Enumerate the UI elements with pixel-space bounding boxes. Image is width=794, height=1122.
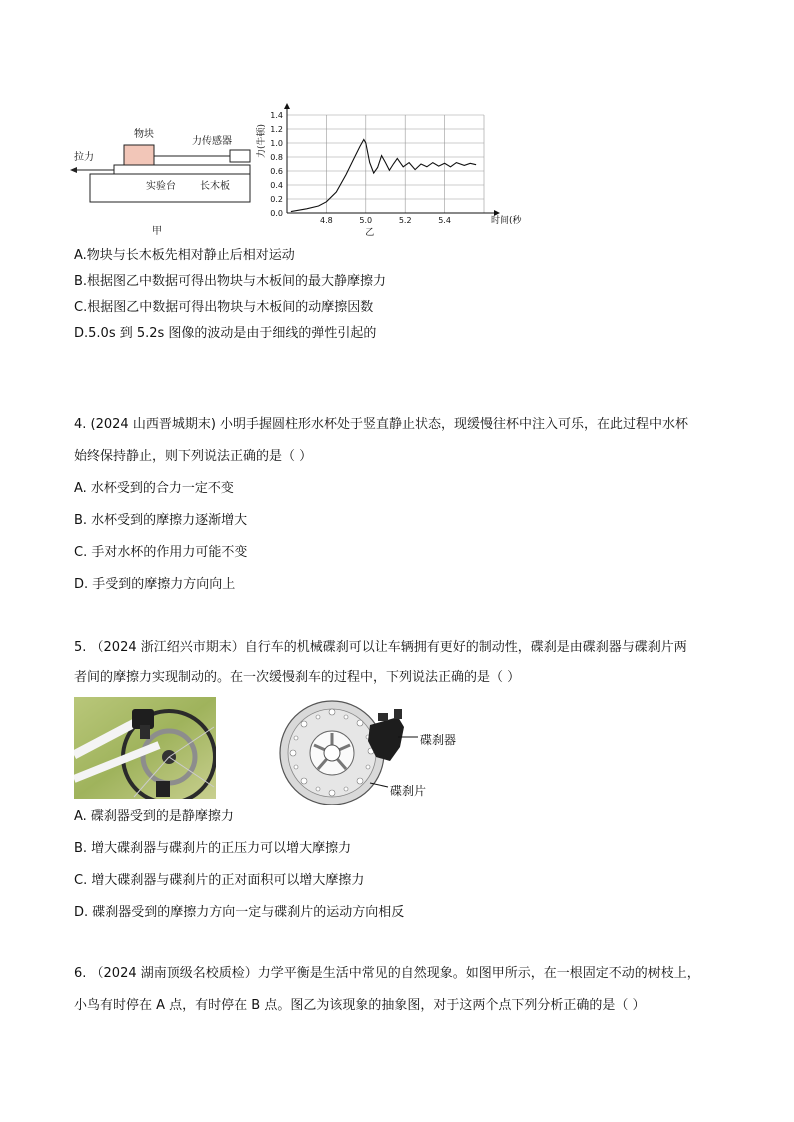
x-tick-label: 5.0 <box>359 216 373 225</box>
bike-photo-image <box>74 697 216 799</box>
q6-stem-line-2: 小鸟有时停在 A 点，有时停在 B 点。图乙为该现象的抽象图，对于这两个点下列分析正确的是（ ） <box>74 998 646 1013</box>
q3-option-a: A.物块与长木板先相对静止后相对运动 <box>74 248 295 263</box>
q5-option-d: D. 碟刹器受到的摩擦力方向一定与碟刹片的运动方向相反 <box>74 905 405 920</box>
y-tick-label: 0.0 <box>270 209 283 218</box>
label-pull: 拉力 <box>74 152 94 163</box>
y-tick-label: 0.6 <box>270 167 283 176</box>
bike-photo <box>74 697 216 799</box>
q3-option-d: D.5.0s 到 5.2s 图像的波动是由于细线的弹性引起的 <box>74 326 377 341</box>
label-caliper: 碟刹器 <box>420 733 457 747</box>
q5-stem-line-2: 者间的摩擦力实现制动的。在一次缓慢刹车的过程中，下列说法正确的是（ ） <box>74 670 521 685</box>
y-tick-label: 0.4 <box>270 181 283 190</box>
x-tick-label: 4.8 <box>320 216 333 225</box>
x-axis-label: 时间(秒) <box>490 216 522 226</box>
label-table: 实验台 <box>146 181 176 192</box>
y-tick-label: 0.2 <box>270 195 283 204</box>
chart-caption: 乙 <box>365 228 375 238</box>
y-tick-label: 1.0 <box>270 139 283 148</box>
y-axis-arrow-icon <box>284 103 290 109</box>
block-shape <box>124 145 154 165</box>
q5-option-b: B. 增大碟刹器与碟刹片的正压力可以增大摩擦力 <box>74 841 352 856</box>
q6-stem-line-1: 6. （2024 湖南顶级名校质检）力学平衡是生活中常见的自然现象。如图甲所示，在一根固定不动的树枝上， <box>74 966 700 981</box>
disc-brake-image <box>270 697 490 805</box>
x-tick-label: 5.4 <box>438 216 451 225</box>
q5-option-a: A. 碟刹器受到的是静摩擦力 <box>74 809 234 824</box>
caption-jia: 甲 <box>152 226 162 237</box>
q4-option-c: C. 手对水杯的作用力可能不变 <box>74 545 248 560</box>
q4-option-b: B. 水杯受到的摩擦力逐渐增大 <box>74 513 248 528</box>
y-tick-label: 0.8 <box>270 153 283 162</box>
q4-stem-line-1: 4. (2024 山西晋城期末) 小明手握圆柱形水杯处于竖直静止状态，现缓慢往杯中注入可乐，在此过程中水杯 <box>74 417 689 432</box>
label-sensor: 力传感器 <box>192 136 232 147</box>
q4-stem-line-2: 始终保持静止，则下列说法正确的是（ ） <box>74 449 313 464</box>
y-tick-label: 1.4 <box>270 111 283 120</box>
q3-option-b: B.根据图乙中数据可得出物块与木板间的最大静摩擦力 <box>74 274 387 289</box>
label-disc: 碟刹片 <box>390 784 427 798</box>
q5-stem-line-1: 5. （2024 浙江绍兴市期末）自行车的机械碟刹可以让车辆拥有更好的制动性，碟刹是由碟刹器与碟刹片两 <box>74 640 687 655</box>
q4-option-d: D. 手受到的摩擦力方向向上 <box>74 577 236 592</box>
x-tick-label: 5.2 <box>398 216 412 225</box>
y-tick-label: 1.2 <box>270 125 283 134</box>
figure-chart <box>252 100 522 240</box>
y-axis-label: 力(牛顿) <box>257 123 267 159</box>
series-line <box>291 140 476 212</box>
q5-option-c: C. 增大碟刹器与碟刹片的正对面积可以增大摩擦力 <box>74 873 365 888</box>
sensor-shape <box>230 150 250 162</box>
label-block: 物块 <box>134 129 154 140</box>
q3-option-c: C.根据图乙中数据可得出物块与木板间的动摩擦因数 <box>74 300 374 315</box>
arrow-left-icon <box>70 167 77 173</box>
disc-brake-diagram <box>270 697 490 805</box>
force-time-chart <box>252 100 522 240</box>
figure-setup <box>68 118 268 238</box>
label-board: 长木板 <box>200 181 230 192</box>
q4-option-a: A. 水杯受到的合力一定不变 <box>74 481 234 496</box>
